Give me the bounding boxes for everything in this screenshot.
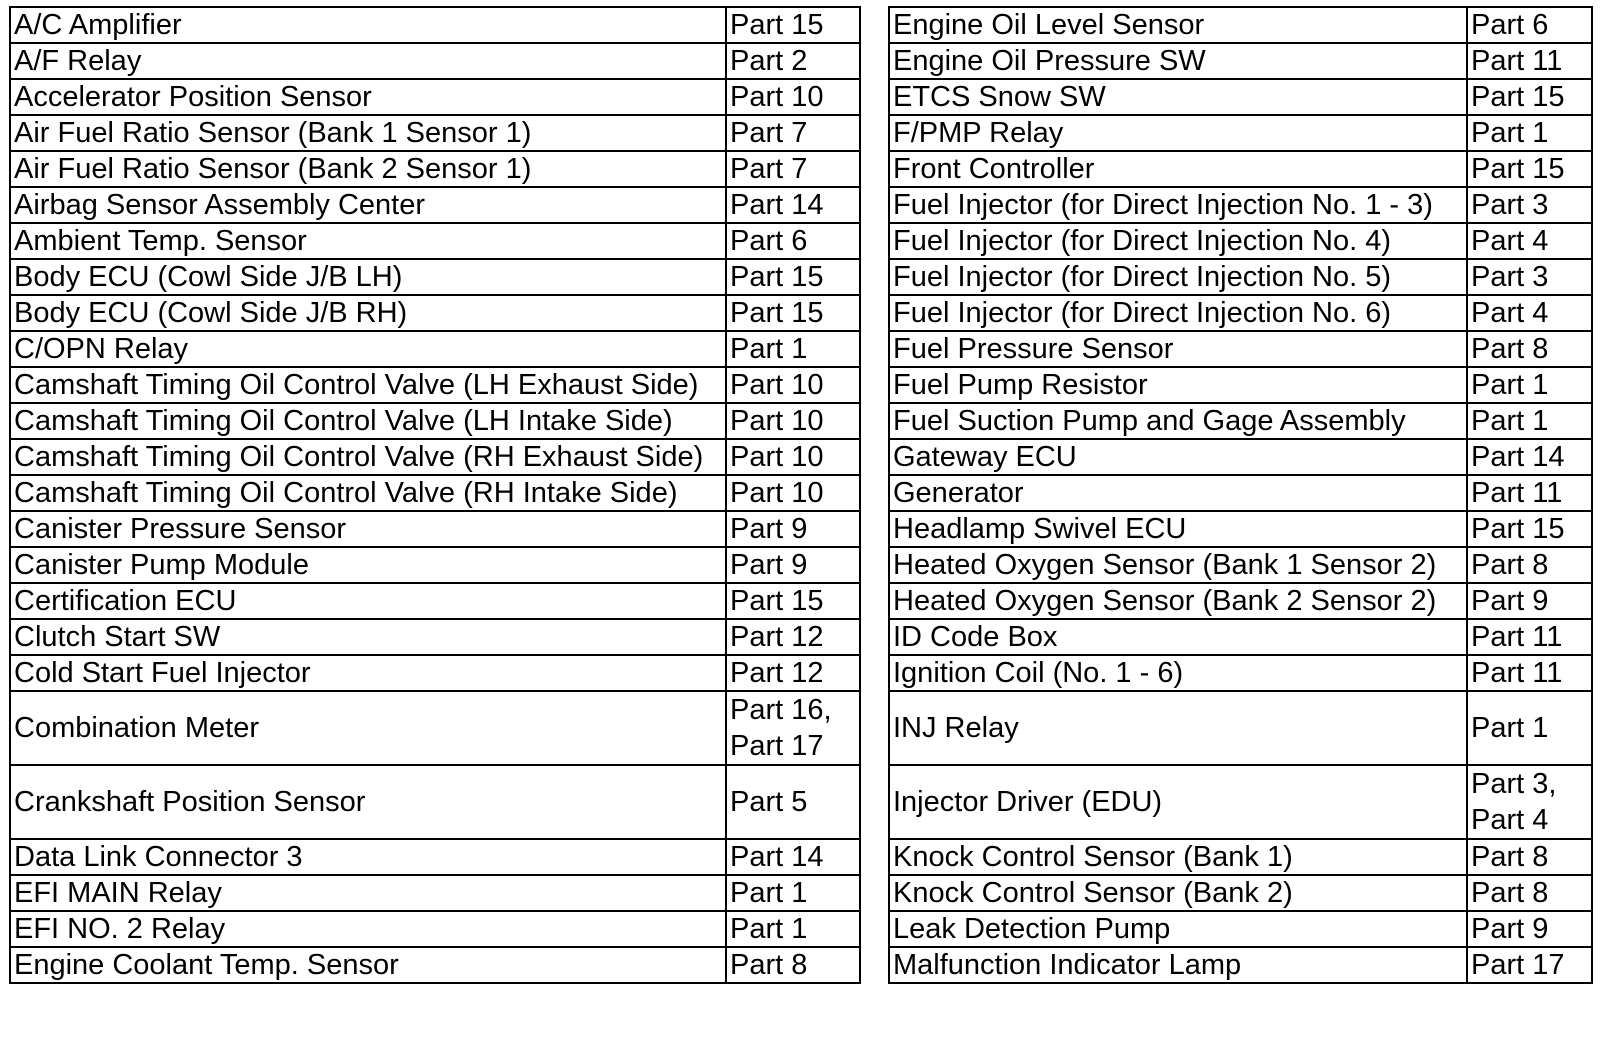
table-row [10,43,860,79]
part-reference-cell [726,547,860,583]
component-name-cell: ETCS Snow SW [889,79,1467,115]
component-name-cell: Malfunction Indicator Lamp [889,947,1467,983]
component-name-cell: Cold Start Fuel Injector [10,655,726,691]
table-row [10,223,860,259]
part-reference-cell [1467,187,1592,223]
component-name-cell: Body ECU (Cowl Side J/B RH) [10,295,726,331]
table-row [889,547,1592,583]
part-reference-cell [726,79,860,115]
component-name-cell: Ignition Coil (No. 1 - 6) [889,655,1467,691]
part-reference-cell [726,947,860,983]
table-row [10,403,860,439]
table-row [10,367,860,403]
part-reference: Part 4 [1471,297,1549,329]
part-reference-cell [1467,655,1592,691]
table-row [10,655,860,691]
part-reference: Part 1 [1471,712,1549,744]
component-name-cell: Airbag Sensor Assembly Center [10,187,726,223]
part-reference-cell [1467,367,1592,403]
component-name-cell: Accelerator Position Sensor [10,79,726,115]
component-name-cell: Data Link Connector 3 [10,839,726,875]
component-name-cell: Gateway ECU [889,439,1467,475]
part-reference-cell [1467,947,1592,983]
table-row [10,839,860,875]
part-reference: Part 1 [730,913,808,945]
part-reference: Part 1 [1471,405,1549,437]
component-name-cell: Air Fuel Ratio Sensor (Bank 1 Sensor 1) [10,115,726,151]
part-reference: Part 14 [1471,441,1565,473]
component-name-cell: Fuel Injector (for Direct Injection No. 5) [889,259,1467,295]
table-row [889,691,1592,765]
part-reference: Part 11 [1471,45,1563,77]
part-reference-cell [726,839,860,875]
part-reference-cell [726,223,860,259]
part-reference: Part 11 [1471,477,1563,509]
part-reference: Part 1 [730,877,808,909]
part-reference-cell [1467,151,1592,187]
part-reference-cell [1467,547,1592,583]
part-reference-cell [1467,583,1592,619]
part-reference-cell [726,187,860,223]
component-name-cell: Engine Oil Level Sensor [889,7,1467,43]
component-name-cell: Fuel Injector (for Direct Injection No. 1 - 3) [889,187,1467,223]
part-reference-cell [1467,439,1592,475]
table-row [10,765,860,839]
part-reference: Part 10 [730,405,824,437]
table-row [889,223,1592,259]
part-reference-cell [726,295,860,331]
table-row [10,547,860,583]
component-name-cell: Fuel Injector (for Direct Injection No. 4) [889,223,1467,259]
table-row [889,875,1592,911]
component-name-cell: A/F Relay [10,43,726,79]
component-name-cell: Knock Control Sensor (Bank 2) [889,875,1467,911]
component-name-cell: C/OPN Relay [10,331,726,367]
part-reference: Part 15 [1471,513,1565,545]
part-reference: Part 1 [1471,369,1549,401]
table-row [10,511,860,547]
component-name-cell: Fuel Injector (for Direct Injection No. 6) [889,295,1467,331]
part-reference: Part 1 [1471,117,1549,149]
table-row [10,151,860,187]
part-reference-cell [1467,295,1592,331]
component-name-cell: Fuel Suction Pump and Gage Assembly [889,403,1467,439]
component-name-cell: Canister Pump Module [10,547,726,583]
part-reference-cell [726,875,860,911]
table-row [889,911,1592,947]
part-reference: Part 9 [1471,585,1549,617]
part-reference: Part 12 [730,621,824,653]
part-reference: Part 15 [730,261,824,293]
table-row [10,331,860,367]
part-reference-cell [726,511,860,547]
part-reference: Part 8 [1471,333,1549,365]
table-row [10,619,860,655]
right-parts-table [888,6,1593,984]
part-reference: Part 1 [730,333,808,365]
table-row [10,115,860,151]
part-reference: Part 6 [730,225,808,257]
table-row [889,79,1592,115]
component-name-cell: Heated Oxygen Sensor (Bank 1 Sensor 2) [889,547,1467,583]
part-reference: Part 8 [1471,841,1549,873]
part-reference-cell [1467,79,1592,115]
part-reference-cell [1467,43,1592,79]
part-reference: Part 8 [730,949,808,981]
component-name-cell: Camshaft Timing Oil Control Valve (LH Intake Side) [10,403,726,439]
part-reference-cell [726,691,860,765]
part-reference-cell [726,765,860,839]
component-name-cell: ID Code Box [889,619,1467,655]
component-name-cell: Camshaft Timing Oil Control Valve (LH Exhaust Side) [10,367,726,403]
table-row [889,583,1592,619]
component-name-cell: Engine Coolant Temp. Sensor [10,947,726,983]
part-reference: Part 9 [730,549,808,581]
part-reference: Part 2 [730,45,808,77]
part-reference: Part 6 [1471,9,1549,41]
part-reference: Part 10 [730,441,824,473]
component-name-cell: F/PMP Relay [889,115,1467,151]
table-row [889,7,1592,43]
part-reference: Part 9 [1471,913,1549,945]
part-reference: Part 7 [730,117,808,149]
part-reference: Part 4 [1471,804,1549,836]
part-reference-cell [1467,331,1592,367]
table-row [889,511,1592,547]
table-row [889,655,1592,691]
part-reference-cell [1467,223,1592,259]
table-row [889,43,1592,79]
part-reference-cell [1467,259,1592,295]
part-reference: Part 15 [730,9,824,41]
table-row [10,911,860,947]
part-reference-cell [1467,511,1592,547]
table-row [10,259,860,295]
table-row [10,691,860,765]
part-reference-cell [1467,691,1592,765]
part-reference: Part 11 [1471,657,1563,689]
component-name-cell: Leak Detection Pump [889,911,1467,947]
part-reference: Part 10 [730,81,824,113]
part-reference: Part 8 [1471,877,1549,909]
part-reference-cell [1467,619,1592,655]
table-row [10,187,860,223]
table-row [889,151,1592,187]
part-reference-cell [726,115,860,151]
part-reference: Part 15 [730,585,824,617]
component-name-cell: EFI NO. 2 Relay [10,911,726,947]
part-reference: Part 3, [1471,768,1557,800]
component-name-cell: Canister Pressure Sensor [10,511,726,547]
part-reference-cell [726,7,860,43]
table-row [889,839,1592,875]
part-reference: Part 3 [1471,261,1549,293]
component-name-cell: Fuel Pressure Sensor [889,331,1467,367]
component-name-cell: Camshaft Timing Oil Control Valve (RH Intake Side) [10,475,726,511]
table-row [889,259,1592,295]
table-row [889,947,1592,983]
part-reference-cell [1467,7,1592,43]
table-row [889,765,1592,839]
part-reference-cell [1467,911,1592,947]
table-row [889,331,1592,367]
component-name-cell: Air Fuel Ratio Sensor (Bank 2 Sensor 1) [10,151,726,187]
part-reference: Part 17 [1471,949,1565,981]
component-name-cell: Camshaft Timing Oil Control Valve (RH Exhaust Side) [10,439,726,475]
part-reference-cell [726,475,860,511]
table-row [10,295,860,331]
table-row [889,403,1592,439]
part-reference: Part 15 [1471,81,1565,113]
table-row [10,439,860,475]
table-row [10,875,860,911]
part-reference: Part 14 [730,841,824,873]
part-reference: Part 8 [1471,549,1549,581]
component-name-cell: EFI MAIN Relay [10,875,726,911]
part-reference: Part 10 [730,369,824,401]
part-reference-cell [726,367,860,403]
component-name-cell: INJ Relay [889,691,1467,765]
part-reference-cell [726,403,860,439]
part-reference: Part 16, [730,694,832,726]
part-reference: Part 11 [1471,621,1563,653]
table-row [889,115,1592,151]
table-row [889,619,1592,655]
left-parts-table [9,6,861,984]
part-reference-cell [1467,475,1592,511]
part-reference: Part 9 [730,513,808,545]
component-name-cell: Injector Driver (EDU) [889,765,1467,839]
component-name-cell: Fuel Pump Resistor [889,367,1467,403]
part-reference-cell [726,583,860,619]
table-row [889,187,1592,223]
table-row [889,295,1592,331]
component-name-cell: Crankshaft Position Sensor [10,765,726,839]
part-reference: Part 12 [730,657,824,689]
table-row [889,475,1592,511]
table-row [10,475,860,511]
part-reference: Part 5 [730,786,808,818]
part-reference-cell [726,655,860,691]
table-row [889,367,1592,403]
component-name-cell: Combination Meter [10,691,726,765]
table-row [10,583,860,619]
part-reference-cell [726,619,860,655]
part-reference: Part 14 [730,189,824,221]
component-name-cell: Certification ECU [10,583,726,619]
part-reference-cell [1467,765,1592,839]
component-name-cell: A/C Amplifier [10,7,726,43]
table-row [10,79,860,115]
part-reference-cell [726,439,860,475]
part-reference: Part 15 [1471,153,1565,185]
component-name-cell: Heated Oxygen Sensor (Bank 2 Sensor 2) [889,583,1467,619]
part-reference: Part 15 [730,297,824,329]
part-reference-cell [1467,875,1592,911]
table-row [10,947,860,983]
part-reference-cell [1467,403,1592,439]
part-reference-cell [726,331,860,367]
part-reference-cell [726,151,860,187]
component-name-cell: Knock Control Sensor (Bank 1) [889,839,1467,875]
component-name-cell: Headlamp Swivel ECU [889,511,1467,547]
part-reference: Part 4 [1471,225,1549,257]
table-row [889,439,1592,475]
component-name-cell: Generator [889,475,1467,511]
part-reference-cell [726,259,860,295]
part-reference-cell [1467,839,1592,875]
component-name-cell: Engine Oil Pressure SW [889,43,1467,79]
table-row [10,7,860,43]
component-name-cell: Clutch Start SW [10,619,726,655]
part-reference: Part 10 [730,477,824,509]
part-reference: Part 17 [730,730,824,762]
part-reference-cell [1467,115,1592,151]
component-name-cell: Body ECU (Cowl Side J/B LH) [10,259,726,295]
component-name-cell: Front Controller [889,151,1467,187]
part-reference-cell [726,43,860,79]
component-name-cell: Ambient Temp. Sensor [10,223,726,259]
part-reference: Part 3 [1471,189,1549,221]
part-reference-cell [726,911,860,947]
part-reference: Part 7 [730,153,808,185]
